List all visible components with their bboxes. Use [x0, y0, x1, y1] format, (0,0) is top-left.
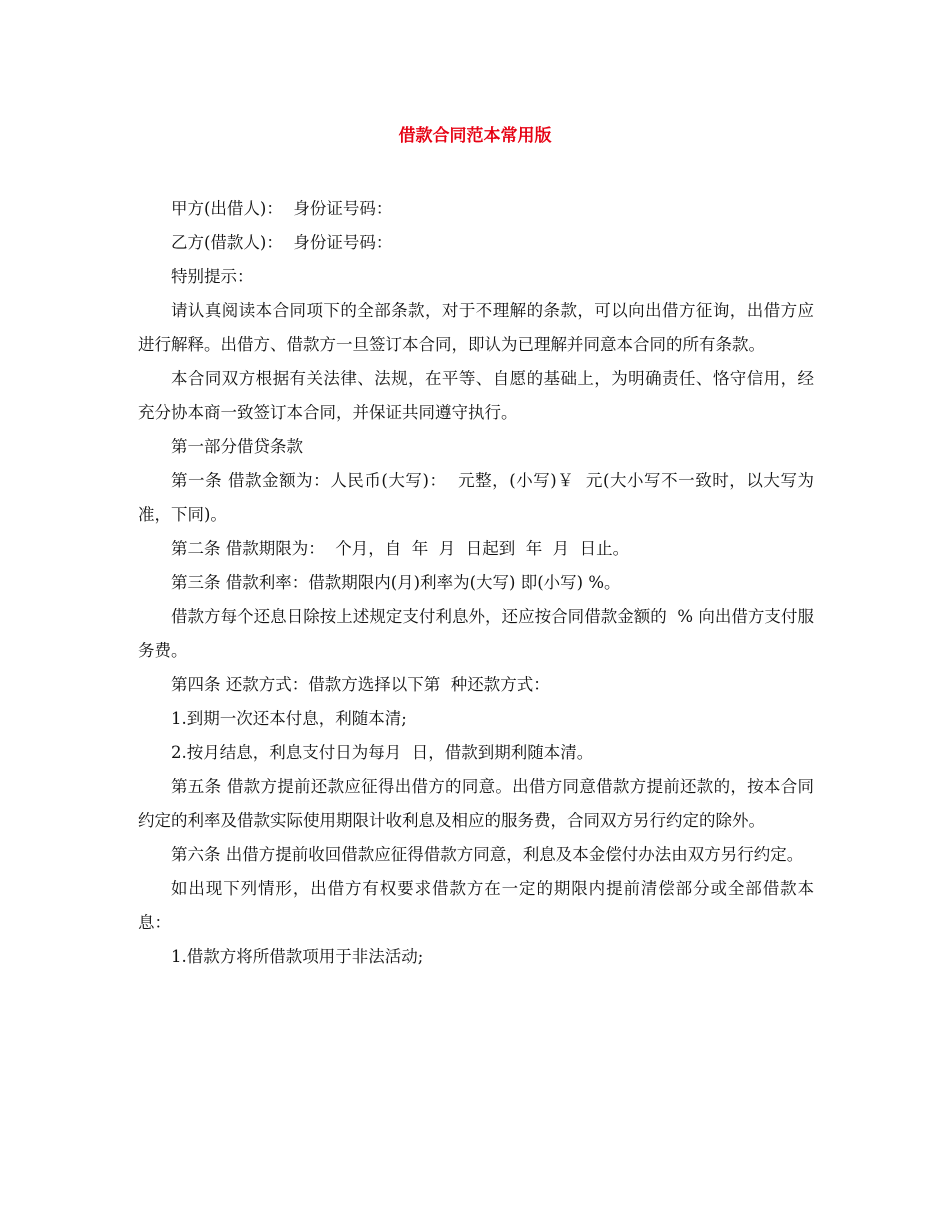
paragraph: 第六条 出借方提前收回借款应征得借款方同意，利息及本金偿付办法由双方另行约定。 — [171, 845, 804, 864]
paragraph: 特别提示： — [171, 267, 254, 286]
paragraph: 本合同双方根据有关法律、法规，在平等、自愿的基础上，为明确责任、恪守信用，经充分协本商一致签订本合同，并保证共同遵守执行。 — [138, 369, 814, 422]
paragraph: 第一条 借款金额为：人民币(大写)： 元整，(小写)￥ 元(大小写不一致时，以大写为准，下同)。 — [138, 471, 814, 524]
paragraph: 请认真阅读本合同项下的全部条款，对于不理解的条款，可以向出借方征询，出借方应进行解释。出借方、借款方一旦签订本合同，即认为已理解并同意本合同的所有条款。 — [138, 301, 814, 354]
list-item: 1.到期一次还本付息，利随本清; — [171, 709, 407, 728]
paragraph: 第四条 还款方式：借款方选择以下第 种还款方式： — [171, 675, 550, 694]
paragraph: 如出现下列情形，出借方有权要求借款方在一定的期限内提前清偿部分或全部借款本息： — [138, 879, 814, 932]
list-item: 1.借款方将所借款项用于非法活动; — [171, 947, 424, 966]
paragraph: 乙方(借款人)： 身份证号码： — [171, 233, 393, 252]
section-heading: 第一部分借贷条款 — [171, 437, 303, 456]
paragraph: 借款方每个还息日除按上述规定支付利息外，还应按合同借款金额的 % 向出借方支付服务费。 — [138, 607, 814, 660]
list-item: 2.按月结息，利息支付日为每月 日，借款到期利随本清。 — [171, 743, 594, 762]
paragraph: 甲方(出借人)： 身份证号码： — [171, 199, 393, 218]
document-body — [138, 192, 814, 974]
paragraph: 第五条 借款方提前还款应征得出借方的同意。出借方同意借款方提前还款的，按本合同约定的利率及借款实际使用期限计收利息及相应的服务费，合同双方另行约定的除外。 — [138, 777, 814, 830]
document-title: 借款合同范本常用版 — [398, 126, 552, 146]
paragraph: 第三条 借款利率：借款期限内(月)利率为(大写) 即(小写) %。 — [171, 573, 621, 592]
paragraph: 第二条 借款期限为： 个月，自 年 月 日起到 年 月 日止。 — [171, 539, 630, 558]
